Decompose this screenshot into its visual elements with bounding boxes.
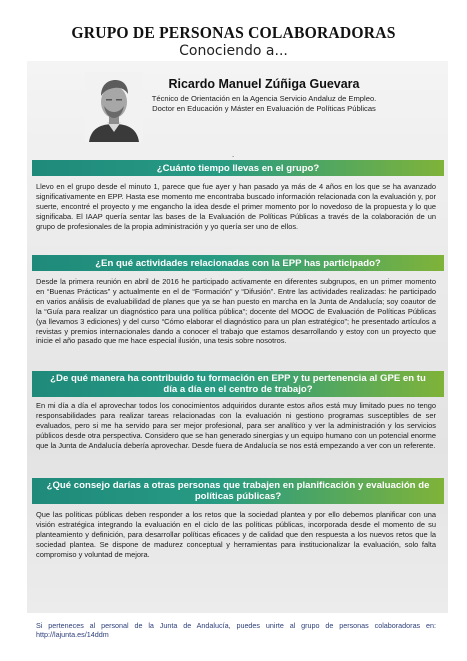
page-title: GRUPO DE PERSONAS COLABORADORAS <box>71 23 396 42</box>
question-heading-1: ¿Cuánto tiempo llevas en el grupo? <box>32 160 444 176</box>
page-subtitle: Conociendo a... <box>179 43 288 59</box>
question-heading-3: ¿De qué manera ha contribuido tu formación en EPP y tu pertenencia al GPE en tu día a día en el centro de trabajo? <box>32 371 444 397</box>
answer-text-2: Desde la primera reunión en abril de 2016 he participado activamente en diferentes subgrupos, en un primer momento en “Buenas Prácticas” y actualmente en el de “Formación” y “Difusión”. Entre las actividades realizadas: he participado en varios análisis de evaluabilidad de planes que ya se han puesto en marcha en la Junta de Andalucía; soy coautor de la “Guía para realizar un diagnóstico para una política pública”; docente del MOOC de Evaluación de Políticas Públicas (ya llevamos 3 ediciones) y del curso “Cómo elaborar el diagnóstico para un plan estratégico”; he presentado artículos a revistas y premios internacionales dando a conocer el trabajo que estamos desarrollando y estoy con un proyecto que inicie el año pasado que me hace especial ilusión, una tesis sobre nosotros. <box>36 277 436 346</box>
person-info <box>148 77 380 114</box>
answer-text-3: En mi día a día el aprovechar todos los conocimientos adquiridos durante estos años está muy limitado pues no tengo responsabilidades para realizar tareas relacionadas con la evaluación ni gestiono programas susceptibles de ser evaluados, pero si me ha servido para ser mejor profesional, para ser analítico y ver la administración y los servicios públicos desde otra perspectiva. Considero que se han generado sinergias y un equipo humano con un potencial enorme que la Junta de Andalucía debería aprovechar. Desde fuera de Andalucía se nos está empezando a ver con un referente. <box>36 401 436 450</box>
person-role: Técnico de Orientación en la Agencia Servicio Andaluz de Empleo. Doctor en Educación y Máster en Evaluación de Políticas Públicas <box>151 94 377 113</box>
footer-link[interactable]: http://lajunta.es/14ddm <box>36 630 109 639</box>
separator-dot: . <box>232 150 235 159</box>
footer-text: Si perteneces al personal de la Junta de Andalucía, puedes unirte al grupo de personas colaboradoras en: <box>36 621 436 630</box>
answer-text-1: Llevo en el grupo desde el minuto 1, parece que fue ayer y han pasado ya más de 4 años en los que se ha avanzado significativamente en EPP. Hasta ese momento me encontraba buscado información relacionada con la evaluación y, por suerte, encontré el proyecto y me engancho la idea desde el primer momento por lo novedoso de la propuesta y lo que significaba. El IAAP quería sentar las bases de la Evaluación de Políticas Públicas a través de la colaboración de un grupo de profesionales de la propia administración y yo quería ser uno de ellos. <box>36 182 436 231</box>
answer-text-4: Que las políticas públicas deben responder a los retos que la sociedad plantea y por ello debemos planificar con una visión estratégica integrando la evaluación en el ciclo de las políticas públicas, incorporada desde el momento de su planteamiento y definición, para desarrollar políticas eficaces y de calidad que den respuesta a los nuevos retos que la sociedad plantea. Se dispone de madurez conceptual y herramientas para institucionalizar la evaluación, solo falta compromiso y voluntad de mejora. <box>36 510 436 559</box>
footer <box>36 621 436 639</box>
header <box>0 24 467 59</box>
question-heading-2: ¿En qué actividades relacionadas con la EPP has participado? <box>32 255 444 271</box>
question-heading-4: ¿Qué consejo darías a otras personas que trabajen en planificación y evaluación de políticas públicas? <box>32 478 444 504</box>
person-name: Ricardo Manuel Zúñiga Guevara <box>168 77 360 91</box>
person-photo <box>85 72 143 142</box>
person-photo-icon <box>85 72 143 142</box>
